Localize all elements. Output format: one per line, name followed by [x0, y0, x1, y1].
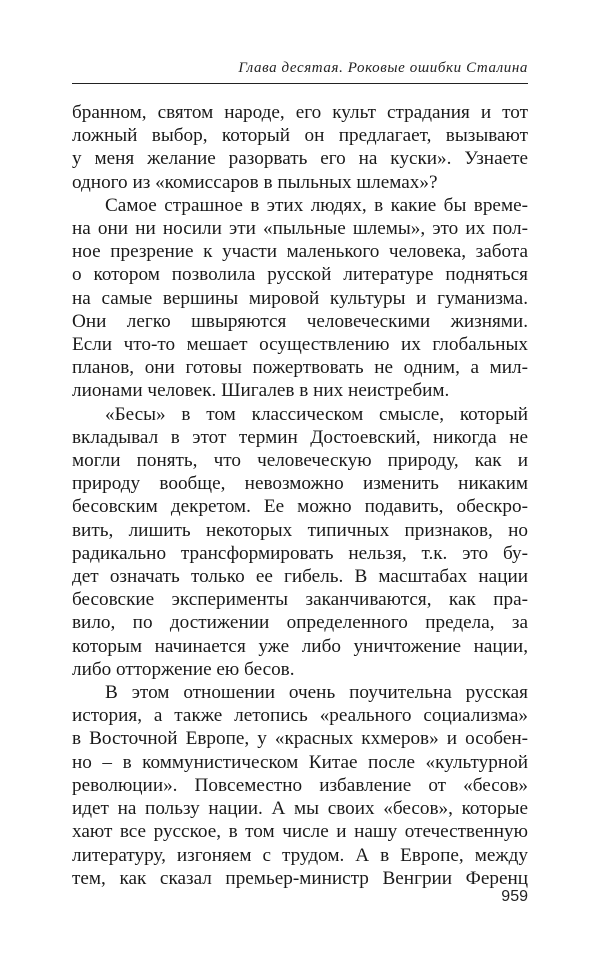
- text-line: на они ни носили эти «пыльные шлемы», это их пол-: [72, 218, 528, 240]
- text-line: история, а также летопись «реального социализма»: [72, 705, 528, 727]
- text-line: хают все русское, в том числе и нашу отечественную: [72, 821, 528, 843]
- text-line: тем, как сказал премьер-министр Венгрии Ференц: [72, 867, 528, 889]
- text-line: дет означать только ее гибель. В масштабах нации: [72, 566, 528, 588]
- text-line: Они легко швыряются человеческими жизнями.: [72, 310, 528, 332]
- text-line: одного из «комиссаров в пыльных шлемах»?: [72, 171, 438, 193]
- text-line: планов, они готовы пожертвовать не одним, а мил-: [72, 357, 528, 379]
- header-rule: [72, 83, 528, 84]
- page-number: 959: [501, 888, 528, 905]
- body-text: [72, 101, 528, 890]
- text-line: могли понять, что человеческую природу, как и: [72, 450, 528, 472]
- running-head-title: Глава десятая. Роковые ошибки Сталина: [238, 60, 528, 76]
- text-line: бесовские эксперименты заканчиваются, как пра-: [72, 589, 528, 611]
- text-line: природу вообще, невозможно изменить никаким: [72, 473, 528, 495]
- text-line: которым начинается уже либо уничтожение нации,: [72, 635, 528, 657]
- text-line: в Восточной Европе, у «красных кхмеров» и особен-: [72, 728, 528, 750]
- text-line: вило, по достижении определенного предела, за: [72, 612, 528, 634]
- text-line: но – в коммунистическом Китае после «культурной: [72, 751, 528, 773]
- text-line: вить, лишить некоторых типичных признаков, но: [72, 519, 528, 541]
- text-line: «Бесы» в том классическом смысле, который: [105, 403, 528, 425]
- text-line: Если что-то мешает осуществлению их глобальных: [72, 334, 528, 356]
- text-line: революции». Повсеместно избавление от «бесов»: [72, 774, 528, 796]
- text-line: идет на пользу нации. А мы своих «бесов», которые: [72, 798, 528, 820]
- text-line: радикально трансформировать нельзя, т.к. это бу-: [72, 542, 528, 564]
- text-line: бесовским декретом. Ее можно подавить, обескро-: [72, 496, 528, 518]
- text-line: у меня желание разорвать его на куски». Узнаете: [72, 148, 528, 170]
- text-line: лионами человек. Шигалев в них неистребим.: [72, 380, 450, 402]
- text-line: о котором позволила русской литературе подняться: [72, 264, 528, 286]
- text-line: бранном, святом народе, его культ страдания и тот: [72, 102, 528, 123]
- text-line: вкладывал в этот термин Достоевский, никогда не: [72, 426, 528, 448]
- text-line: либо отторжение ею бесов.: [72, 658, 295, 680]
- text-line: Самое страшное в этих людях, в какие бы време-: [105, 194, 528, 216]
- text-line: В этом отношении очень поучительна русская: [105, 682, 528, 704]
- text-line: на самые вершины мировой культуры и гуманизма.: [72, 287, 528, 309]
- text-line: ное презрение к участи маленького человека, забота: [72, 241, 528, 263]
- text-line: ложный выбор, который он предлагает, вызывают: [72, 125, 528, 147]
- text-line: литературу, изгоняем с трудом. А в Европе, между: [72, 844, 528, 866]
